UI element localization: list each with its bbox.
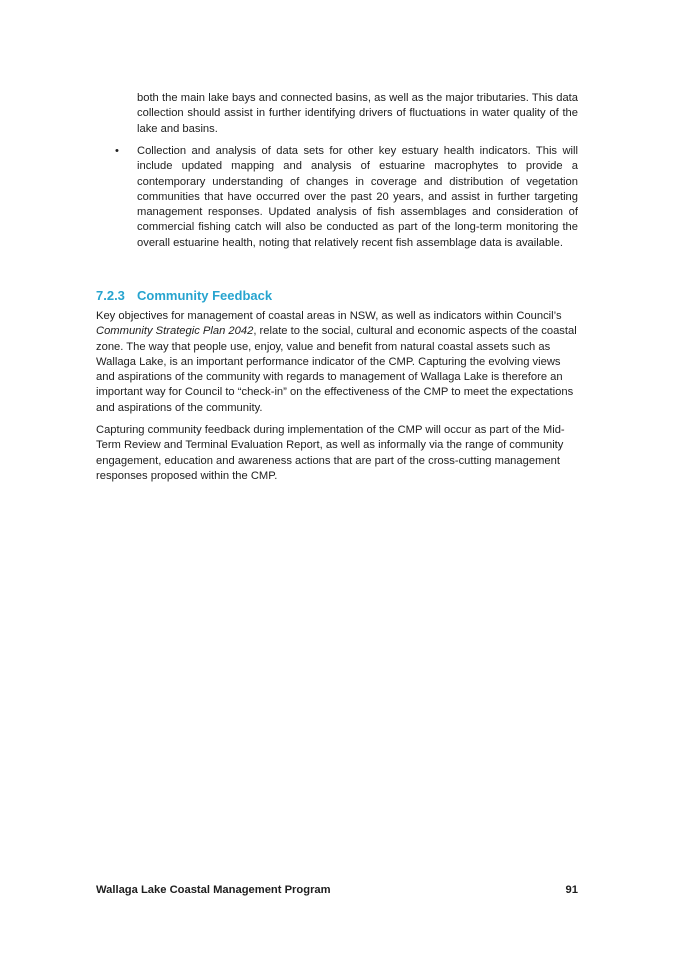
bullet-marker: •	[115, 145, 119, 157]
footer-document-title: Wallaga Lake Coastal Management Program	[96, 884, 331, 896]
section-heading	[96, 287, 272, 305]
paragraph-objectives	[96, 309, 578, 416]
bullet-item-text: Collection and analysis of data sets for other key estuary health indicators. This will include updated mapping and analysis of estuarine macrophytes to provide a contemporary understanding of changes in coverage and distribution of vegetation communities that have occurred over the past 20 years, and assist in further targeting management responses. Updated analysis of fish assemblages and consideration of commercial fishing catch will also be conducted as part of the long-term monitoring the overall estuarine health, noting that relatively recent fish assemblage data is available.	[137, 145, 578, 249]
section-title: Community Feedback	[137, 288, 273, 303]
paragraph-feedback: Capturing community feedback during implementation of the CMP will occur as part of the Mid-Term Review and Terminal Evaluation Report, as well as informally via the range of community engagement, education and awareness actions that are part of the cross-cutting management responses proposed within the CMP.	[96, 424, 565, 482]
paragraph-objectives-body: , relate to the social, cultural and economic aspects of the coastal zone. The way that people use, enjoy, value and benefit from natural coastal assets such as Wallaga Lake, is an important performance indicator of the CMP. Capturing the evolving views and aspirations of the community with regards to management of Wallaga Lake is therefore an important way for Council to “check-in” on the effectiveness of the CMP to meet the expectations and aspirations of the community.	[96, 325, 577, 414]
plan-title-italic: Community Strategic Plan 2042	[96, 325, 254, 338]
section-number: 7.2.3	[96, 288, 125, 303]
paragraph-objectives-intro: Key objectives for management of coastal areas in NSW, as well as indicators within Council’s	[96, 310, 562, 322]
footer-page-number: 91	[565, 884, 578, 896]
continued-bullet-text: both the main lake bays and connected basins, as well as the major tributaries. This data collection should assist in further identifying drivers of fluctuations in water quality of the lake and basins.	[137, 92, 578, 135]
